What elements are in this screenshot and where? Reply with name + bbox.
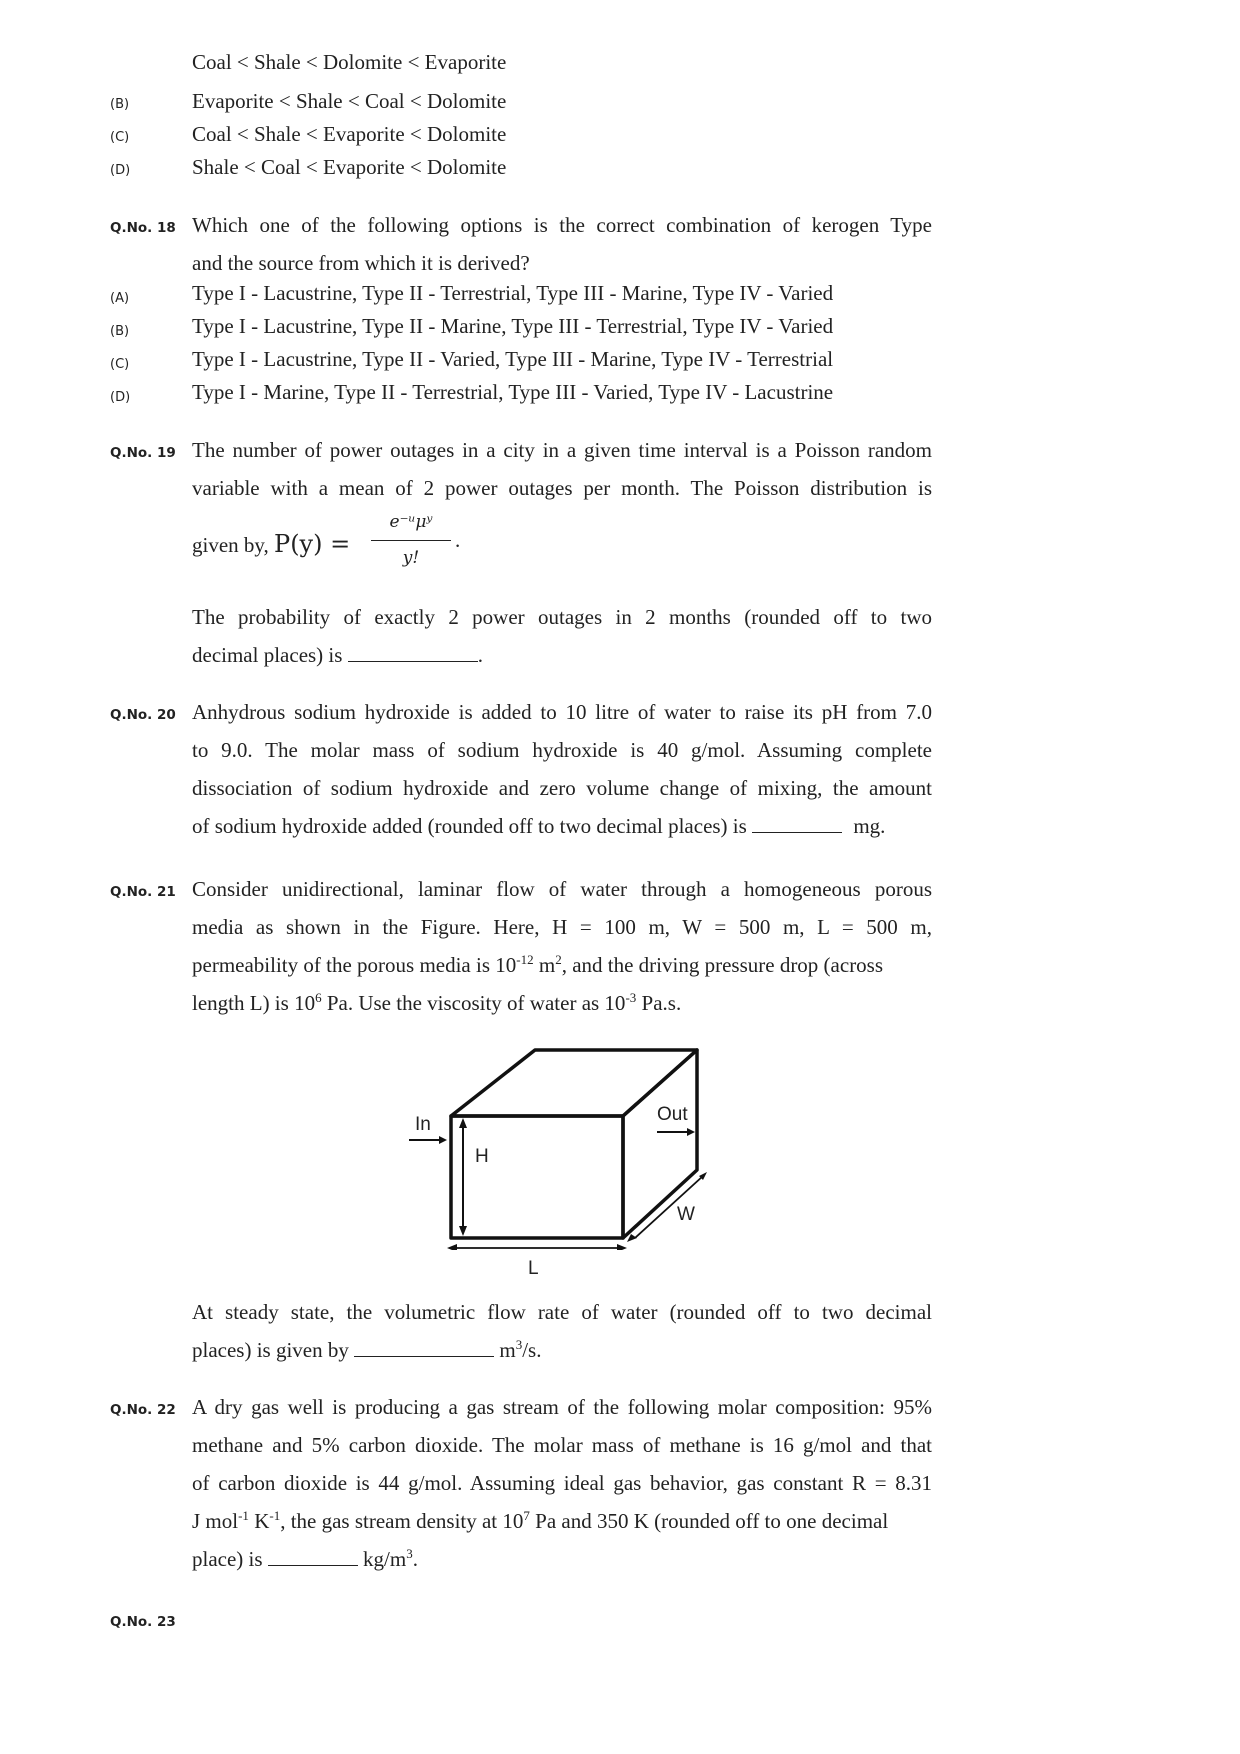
h-label: H (475, 1146, 489, 1167)
out-label: Out (657, 1104, 688, 1125)
q18-option-d-text: Type I - Marine, Type II - Terrestrial, Type III - Varied, Type IV - Lacustrine (192, 380, 834, 404)
q19-formula-end: . (455, 528, 461, 552)
q22-line-4: J mol$^{-1}$ $K^{-1}$, the gas stream density at $10^7$ Pa and 350 K (rounded off to one decimal (192, 1508, 889, 1533)
q20-number: Q.No. 20 (110, 707, 176, 723)
block-front-face (451, 1116, 623, 1238)
q17-option-c-text: Coal < Shale < Evaporite < Dolomite (192, 122, 507, 146)
q19-formula-line (192, 530, 932, 558)
q22-answer-blank (268, 1547, 358, 1566)
l-label: L (528, 1258, 539, 1279)
in-label: In (415, 1114, 431, 1135)
l-label-holder (525, 1254, 545, 1280)
q18-option-b-label: (B) (110, 324, 130, 339)
q20-line-1: Anhydrous sodium hydroxide is added to 10 litre of water to raise its pH from 7.0 (192, 700, 932, 724)
q19-formula-prefix: given by, (192, 533, 275, 557)
q20-answer-blank (752, 814, 842, 833)
q21-answer-blank (354, 1338, 494, 1357)
q17-option-a-text: Coal < Shale < Dolomite < Evaporite (192, 50, 507, 74)
q18-option-c-text: Type I - Lacustrine, Type II - Varied, Type III - Marine, Type IV - Terrestrial (192, 347, 834, 371)
q19-number: Q.No. 19 (110, 445, 176, 461)
q22-line-3: of carbon dioxide is 44 g/mol. Assuming ideal gas behavior, gas constant R = 8.31 (192, 1471, 932, 1495)
q17-option-d-text: Shale < Coal < Evaporite < Dolomite (192, 155, 507, 179)
q21-line-5: At steady state, the volumetric flow rate of water (rounded off to two decimal (192, 1300, 932, 1324)
q18-option-a-text: Type I - Lacustrine, Type II - Terrestrial, Type III - Marine, Type IV - Varied (192, 281, 834, 305)
q17-option-c-label: (C) (110, 130, 130, 145)
q17-option-d-label: (D) (110, 163, 131, 178)
out-arrow (657, 1128, 695, 1136)
q19-formula-lhs: P(y) = (274, 530, 351, 558)
q18-line-2: and the source from which it is derived? (192, 251, 530, 275)
q20-line-4: of sodium hydroxide added (rounded off to two decimal places) is mg. (192, 814, 886, 838)
q17-option-b-label: (B) (110, 97, 130, 112)
porous-media-figure (395, 1040, 725, 1250)
h-dimension (459, 1118, 467, 1236)
q19-formula-denominator: y! (402, 548, 420, 568)
q21-line-4: length L) is $10^6$ Pa. Use the viscosity of water as $10^{-3}$ Pa.s. (192, 990, 682, 1015)
q22-line-2: methane and 5% carbon dioxide. The molar mass of methane is 16 g/mol and that (192, 1433, 932, 1457)
q18-option-a-label: (A) (110, 291, 130, 306)
q19-line-1: The number of power outages in a city in a given time interval is a Poisson random (192, 438, 932, 462)
q23-number: Q.No. 23 (110, 1614, 176, 1630)
q21-line-3: permeability of the porous media is $10^{-12}$ $m^2$, and the driving pressure drop (across (192, 952, 884, 977)
q17-option-b-text: Evaporite < Shale < Coal < Dolomite (192, 89, 507, 113)
q20-line-3: dissociation of sodium hydroxide and zero volume change of mixing, the amount (192, 776, 932, 800)
q21-line-6: places) is given by $m^3/s$. (192, 1337, 542, 1362)
l-arrow-left (447, 1244, 457, 1250)
q19-fraction-bar (371, 540, 451, 541)
w-dimension (627, 1172, 707, 1242)
q20-unit: mg. (853, 814, 886, 838)
q22-line-1: A dry gas well is producing a gas stream of the following molar composition: 95% (192, 1395, 932, 1419)
q21-unit: $m^3/s$. (499, 1337, 542, 1362)
q21-line-1: Consider unidirectional, laminar flow of water through a homogeneous porous (192, 877, 932, 901)
in-arrow (409, 1136, 447, 1144)
l-arrow-right (617, 1244, 627, 1250)
w-label: W (677, 1204, 695, 1225)
q19-answer-blank (348, 643, 478, 662)
q22-number: Q.No. 22 (110, 1402, 176, 1418)
q18-number: Q.No. 18 (110, 220, 176, 236)
q18-option-b-text: Type I - Lacustrine, Type II - Marine, Type III - Terrestrial, Type IV - Varied (192, 314, 834, 338)
q18-line-1: Which one of the following options is the correct combination of kerogen Type (192, 213, 932, 237)
q21-line-2: media as shown in the Figure. Here, H = 100 m, W = 500 m, L = 500 m, (192, 915, 932, 939)
q18-option-d-label: (D) (110, 390, 131, 405)
q19-formula-numerator: e⁻ᵘμʸ (389, 512, 433, 532)
q19-line-2: variable with a mean of 2 power outages per month. The Poisson distribution is (192, 476, 932, 500)
q18-option-c-label: (C) (110, 357, 130, 372)
q22-unit: $kg/m^3$. (363, 1546, 418, 1571)
q21-number: Q.No. 21 (110, 884, 176, 900)
q19-line-3: The probability of exactly 2 power outages in 2 months (rounded off to two (192, 605, 932, 629)
q20-line-2: to 9.0. The molar mass of sodium hydroxide is 40 g/mol. Assuming complete (192, 738, 932, 762)
q22-line-5: place) is $kg/m^3$. (192, 1546, 418, 1571)
q19-line-4: decimal places) is . (192, 643, 483, 667)
